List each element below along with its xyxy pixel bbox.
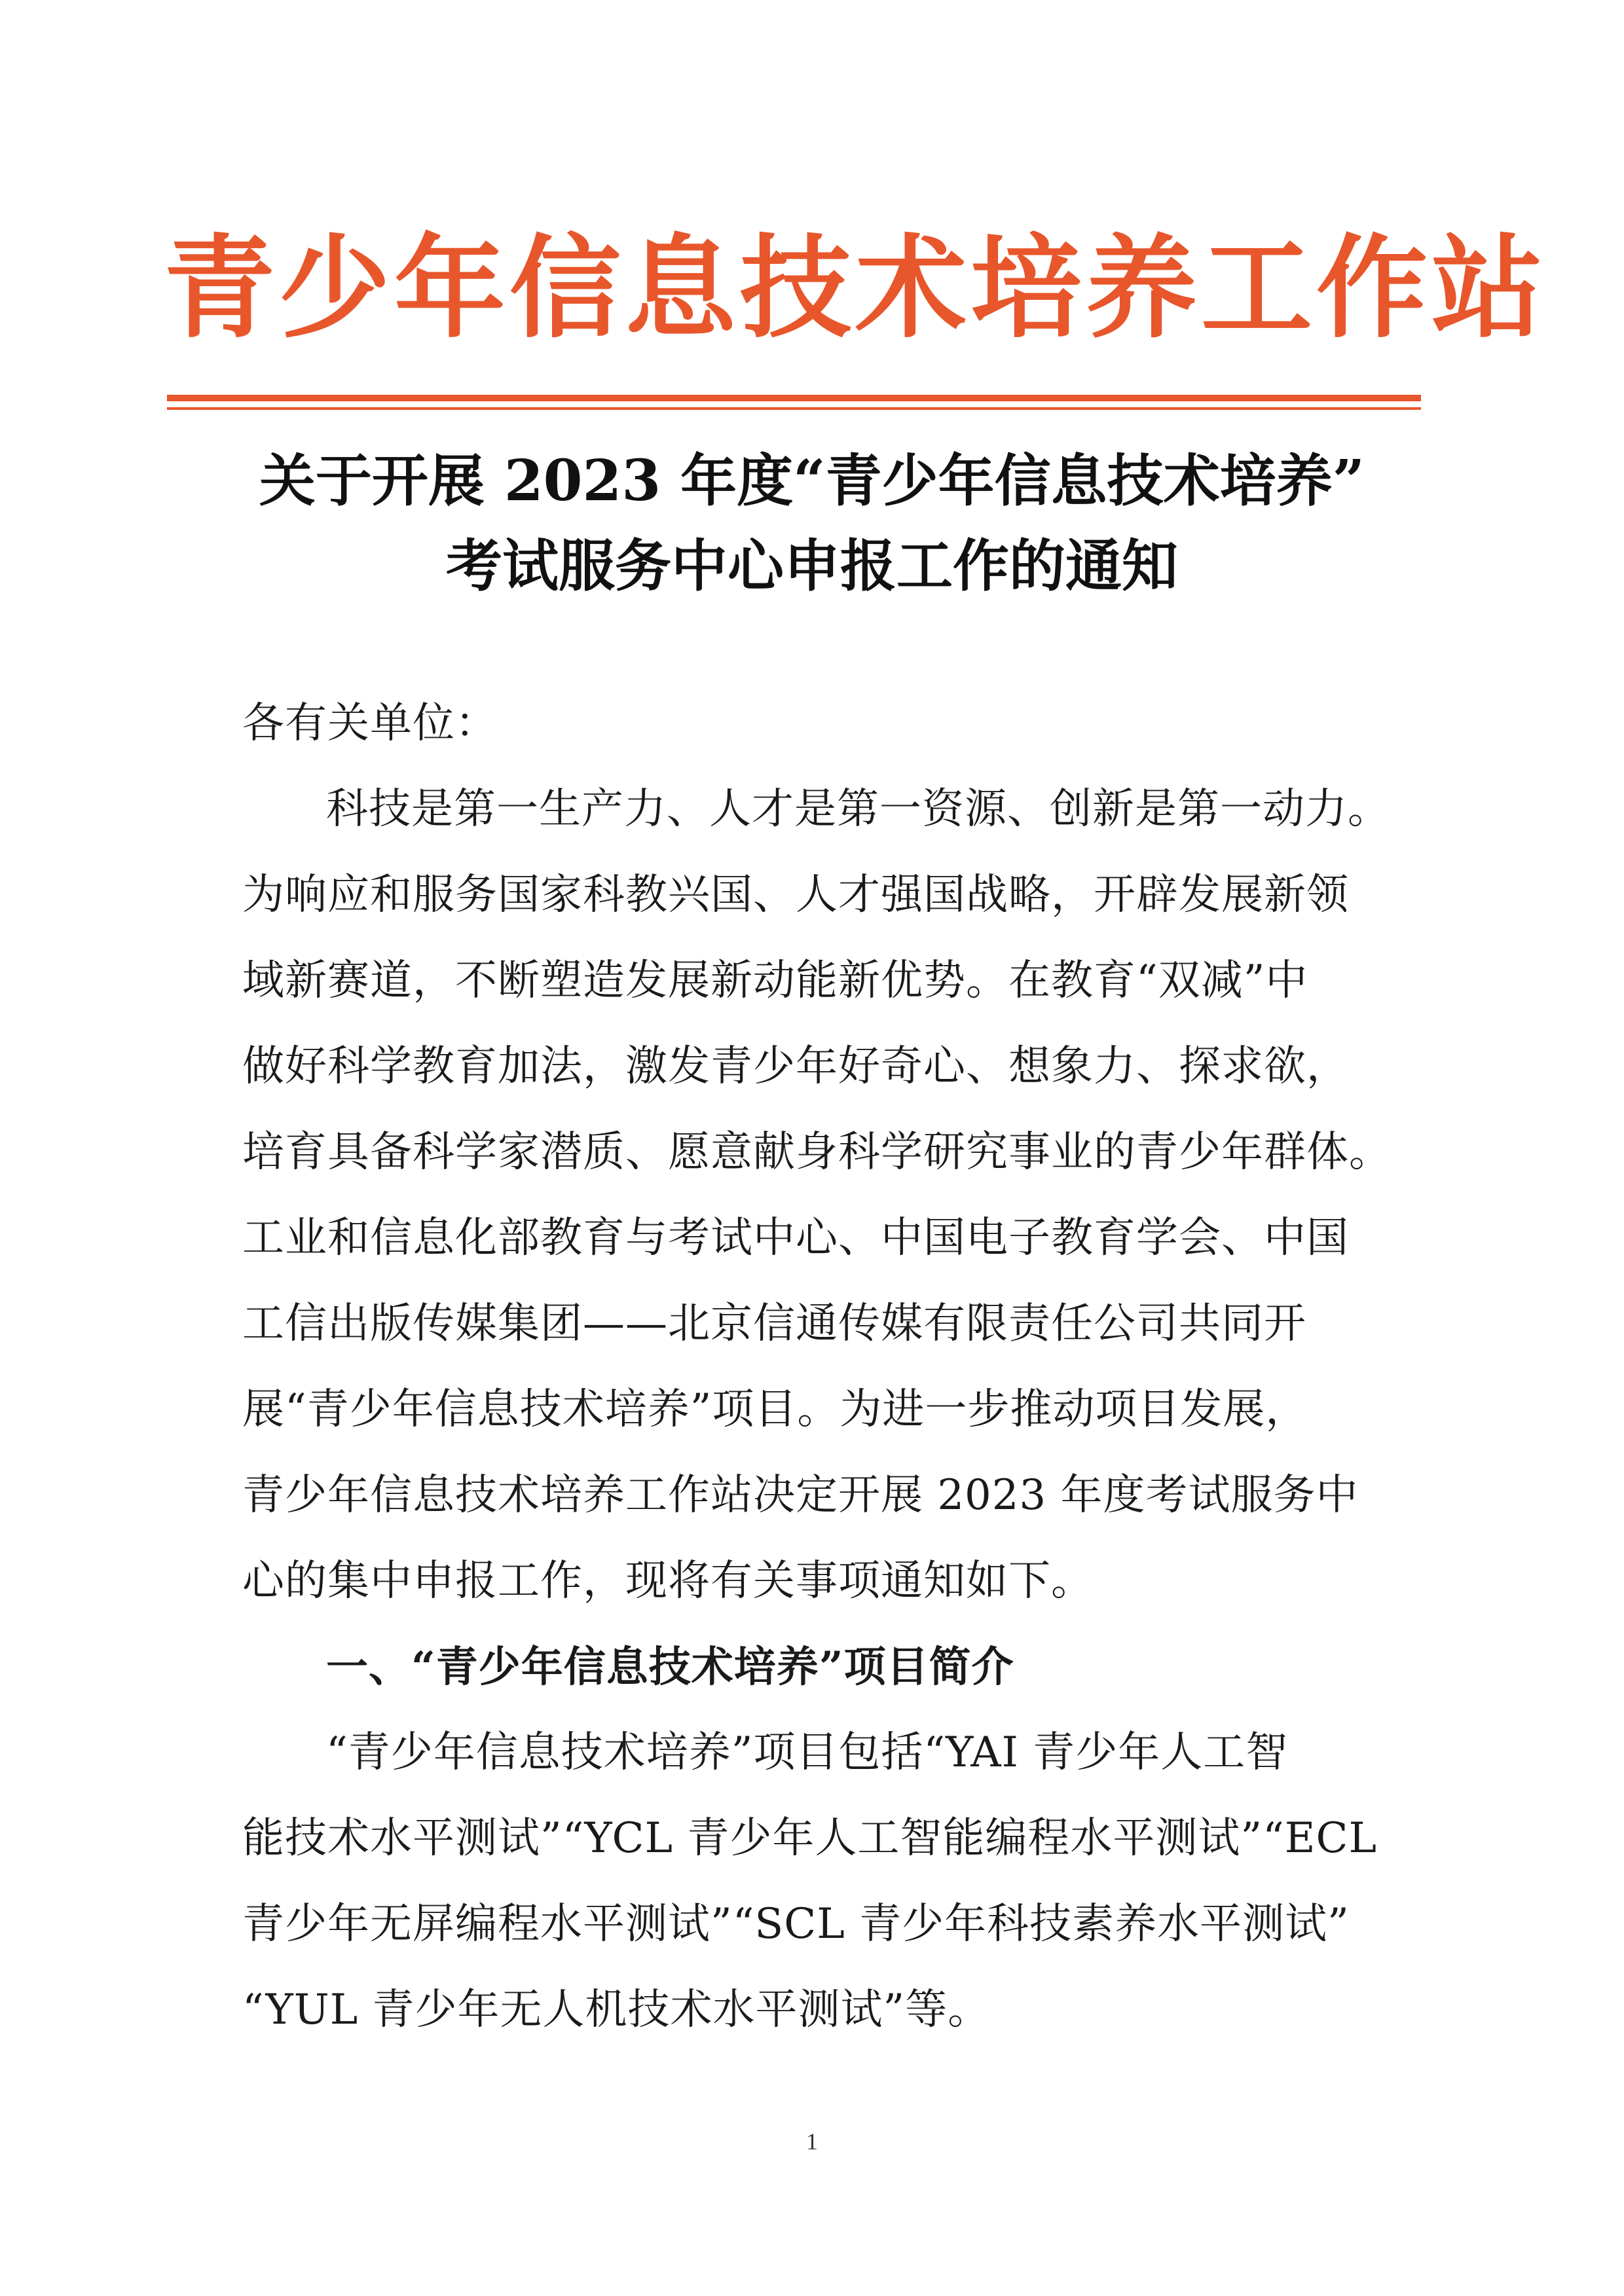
salutation: 各有关单位： <box>242 699 498 748</box>
paragraph-1-line: 域新赛道，不断塑造发展新动能新优势。在教育“双减”中 <box>242 957 1308 1005</box>
paragraph-1-line: 展“青少年信息技术培养”项目。为进一步推动项目发展， <box>242 1385 1308 1434</box>
masthead-rule-thin <box>167 407 1421 410</box>
paragraph-2-line: 能技术水平测试”“YCL 青少年人工智能编程水平测试”“ECL <box>242 1814 1377 1863</box>
notice-title-line-1: 关于开展 2023 年度“青少年信息技术培养” <box>259 448 1365 514</box>
notice-title <box>183 439 1441 609</box>
paragraph-1-line: 科技是第一生产力、人才是第一资源、创新是第一动力。 <box>326 785 1390 833</box>
notice-title-line-2: 考试服务中心申报工作的通知 <box>446 533 1178 599</box>
paragraph-1-line: 心的集中申报工作，现将有关事项通知如下。 <box>242 1557 1094 1605</box>
paragraph-2-line: “青少年信息技术培养”项目包括“YAI 青少年人工智 <box>326 1728 1289 1777</box>
paragraph-1-line: 为响应和服务国家科教兴国、人才强国战略，开辟发展新领 <box>242 871 1349 919</box>
paragraph-2-line: 青少年无屏编程水平测试”“SCL 青少年科技素养水平测试” <box>242 1900 1350 1948</box>
paragraph-1-line: 培育具备科学家潜质、愿意献身科学研究事业的青少年群体。 <box>242 1128 1392 1176</box>
paragraph-2-line: “YUL 青少年无人机技术水平测试”等。 <box>242 1986 991 2034</box>
page-number: 1 <box>806 2128 818 2155</box>
paragraph-1-line: 青少年信息技术培养工作站决定开展 2023 年度考试服务中 <box>242 1471 1359 1520</box>
notice-body <box>242 681 1414 2053</box>
section-1-heading: 一、“青少年信息技术培养”项目简介 <box>326 1643 1014 1692</box>
masthead-rule-thick <box>167 395 1421 401</box>
masthead-title: 青少年信息技术培养工作站 <box>164 223 1547 354</box>
paragraph-1-line: 工业和信息化部教育与考试中心、中国电子教育学会、中国 <box>242 1214 1349 1262</box>
paragraph-1-line: 做好科学教育加法，激发青少年好奇心、想象力、探求欲， <box>242 1042 1349 1091</box>
paragraph-1-line: 工信出版传媒集团——北京信通传媒有限责任公司共同开 <box>242 1300 1306 1348</box>
